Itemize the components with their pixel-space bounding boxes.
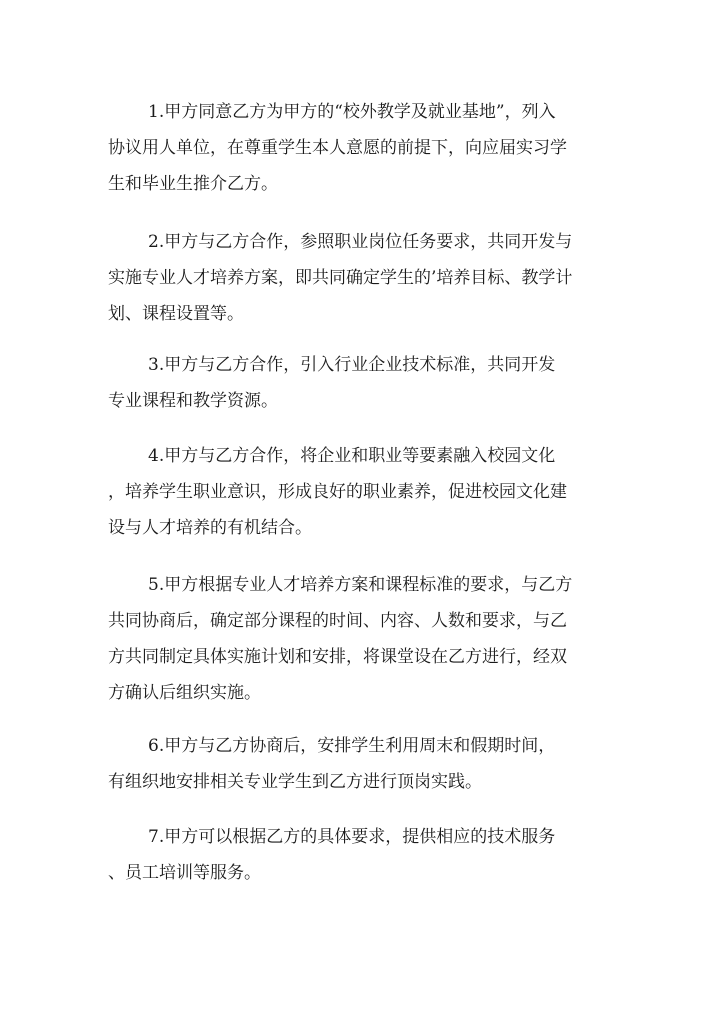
- clause-line: 1.甲方同意乙方为甲方的“校外教学及就业基地”，列入: [148, 102, 556, 122]
- clause-line: 实施专业人才培养方案，即共同确定学生的’培养目标、教学计: [108, 268, 573, 288]
- clause-line: 方确认后组织实施。: [108, 683, 261, 703]
- clause-line: 6.甲方与乙方协商后，安排学生利用周末和假期时间，: [148, 736, 556, 756]
- clause-6: [108, 728, 628, 800]
- clause-line: 、员工培训等服务。: [108, 863, 261, 883]
- clause-5: [108, 567, 628, 711]
- clause-line: 有组织地安排相关专业学生到乙方进行顶岗实践。: [108, 772, 482, 792]
- clause-line: 3.甲方与乙方合作，引入行业企业技术标准，共同开发: [148, 355, 556, 375]
- clause-3: [108, 347, 628, 419]
- clause-line: 7.甲方可以根据乙方的具体要求，提供相应的技术服务: [148, 827, 556, 847]
- clause-4: [108, 438, 628, 546]
- clause-7: [108, 819, 628, 891]
- clause-line: ，培养学生职业意识，形成良好的职业素养，促进校园文化建: [108, 482, 567, 502]
- clause-1: [108, 94, 628, 202]
- clause-line: 生和毕业生推介乙方。: [108, 174, 278, 194]
- clause-line: 方共同制定具体实施计划和安排，将课堂设在乙方进行，经双: [108, 647, 567, 667]
- clause-line: 专业课程和教学资源。: [108, 391, 278, 411]
- clause-line: 设与人才培养的有机结合。: [108, 518, 312, 538]
- clause-line: 协议用人单位，在尊重学生本人意愿的前提下，向应届实习学: [108, 138, 567, 158]
- clause-line: 5.甲方根据专业人才培养方案和课程标准的要求，与乙方: [148, 575, 573, 595]
- clause-2: [108, 224, 628, 332]
- clause-line: 4.甲方与乙方合作，将企业和职业等要素融入校园文化: [148, 446, 556, 466]
- clause-line: 划、课程设置等。: [108, 304, 244, 324]
- clause-line: 共同协商后，确定部分课程的时间、内容、人数和要求，与乙: [108, 611, 567, 631]
- clause-line: 2.甲方与乙方合作，参照职业岗位任务要求，共同开发与: [148, 232, 573, 252]
